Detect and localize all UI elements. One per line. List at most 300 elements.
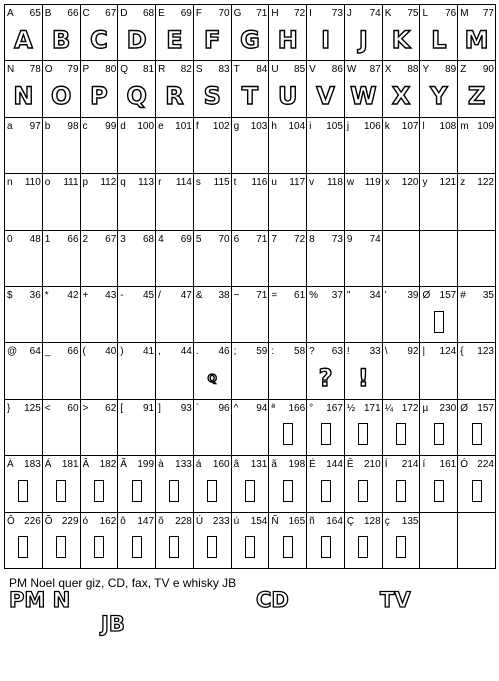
glyph-cell (43, 118, 81, 174)
char-label: A (7, 8, 14, 19)
glyph-cell (420, 400, 458, 456)
glyph-cell (269, 5, 307, 61)
char-code: 48 (29, 233, 41, 245)
glyph-cell (232, 118, 270, 174)
glyph-cell (156, 400, 194, 456)
glyph-cell (458, 118, 496, 174)
glyph-cell (269, 400, 307, 456)
char-code: 100 (137, 120, 155, 132)
glyph-cell (194, 513, 232, 569)
glyph-cell (232, 343, 270, 399)
char-code: 71 (256, 233, 268, 245)
char-code: 113 (138, 177, 155, 189)
char-label: Q (120, 64, 129, 76)
glyph-cell (232, 456, 270, 512)
glyph-cell (232, 231, 270, 287)
glyph-cell (420, 513, 458, 569)
glyph-cell (420, 456, 458, 512)
char-code: 69 (180, 8, 192, 19)
font-glyph: A (14, 25, 33, 54)
char-label: > (82, 402, 89, 414)
char-label: [ (120, 402, 124, 414)
char-code: 86 (331, 64, 343, 76)
glyph-cell (307, 513, 345, 569)
char-label: Í (384, 459, 388, 471)
char-code: 98 (67, 120, 79, 132)
char-label: µ (422, 402, 429, 414)
char-code: 157 (439, 290, 457, 301)
char-code: 123 (477, 346, 494, 358)
glyph-cell (43, 343, 81, 399)
char-label: D (120, 8, 128, 19)
char-label: ^ (233, 402, 239, 414)
char-code: 66 (67, 346, 79, 358)
glyph-cell (118, 456, 156, 512)
char-label: i (309, 120, 312, 132)
char-label: + (82, 290, 89, 301)
char-code: 72 (294, 233, 306, 245)
char-label: I (309, 8, 312, 19)
glyph-cell (420, 287, 458, 343)
glyph-cell (118, 174, 156, 230)
char-label: Ô (7, 515, 15, 527)
font-glyph: Y (430, 82, 448, 111)
char-label: m (460, 120, 469, 132)
char-label: 4 (158, 233, 164, 245)
missing-glyph-box (56, 536, 66, 558)
char-code: 68 (142, 8, 155, 19)
char-code: 144 (326, 459, 343, 471)
font-glyph: Q (126, 82, 147, 111)
glyph-cell (81, 118, 119, 174)
char-label: . (195, 346, 199, 358)
char-label: $ (7, 290, 13, 301)
missing-glyph-box (132, 480, 142, 502)
char-label: : (271, 346, 275, 358)
missing-glyph-box (358, 480, 368, 502)
char-code: 45 (142, 290, 155, 301)
char-code: 72 (294, 8, 306, 19)
char-code: 115 (213, 177, 230, 189)
char-label: Ø (460, 402, 468, 414)
char-code: 79 (67, 64, 79, 76)
char-label: z (460, 177, 466, 189)
char-label: C (82, 8, 90, 19)
char-code: 73 (331, 8, 343, 19)
glyph-cell (118, 513, 156, 569)
glyph-cell (345, 343, 383, 399)
glyph-cell (5, 118, 43, 174)
glyph-cell (5, 61, 43, 117)
char-label: % (309, 290, 319, 301)
char-label: n (7, 177, 13, 189)
char-label: ¼ (384, 402, 394, 414)
font-glyph: Q (207, 371, 217, 385)
char-label: Ã (120, 459, 127, 471)
char-code: 61 (294, 290, 306, 301)
glyph-cell (232, 61, 270, 117)
char-code: 226 (24, 515, 41, 527)
glyph-cell (118, 61, 156, 117)
char-label: ; (233, 346, 237, 358)
font-glyph: P (90, 82, 108, 111)
glyph-cell (232, 287, 270, 343)
char-code: 172 (401, 402, 419, 414)
char-label: < (44, 402, 51, 414)
char-label: t (233, 177, 237, 189)
char-label: M (460, 8, 469, 19)
char-code: 36 (29, 290, 41, 301)
missing-glyph-box (18, 536, 28, 558)
char-code: 166 (288, 402, 306, 414)
missing-glyph-box (94, 536, 104, 558)
glyph-cell (43, 231, 81, 287)
char-label: \ (384, 346, 388, 358)
char-label: ú (233, 515, 240, 527)
char-code: 40 (105, 346, 117, 358)
glyph-cell (307, 5, 345, 61)
glyph-cell (345, 287, 383, 343)
missing-glyph-box (321, 536, 331, 558)
char-code: 109 (477, 120, 494, 132)
char-label: ` (195, 402, 200, 414)
missing-glyph-box (94, 480, 104, 502)
glyph-cell (269, 118, 307, 174)
char-code: 157 (477, 402, 494, 414)
char-label: H (271, 8, 279, 19)
char-code: 33 (369, 346, 381, 358)
char-code: 68 (142, 233, 155, 245)
char-label: } (7, 402, 11, 414)
missing-glyph-box (434, 311, 444, 333)
missing-glyph-box (18, 480, 28, 502)
char-code: 67 (105, 8, 117, 19)
glyph-cell (194, 343, 232, 399)
char-code: 135 (401, 515, 419, 527)
char-label: X (384, 64, 392, 76)
char-label: ) (120, 346, 124, 358)
glyph-cell (345, 513, 383, 569)
glyph-cell (383, 174, 421, 230)
missing-glyph-box (358, 423, 368, 445)
char-code: 128 (364, 515, 381, 527)
glyph-cell (5, 287, 43, 343)
glyph-cell (420, 174, 458, 230)
missing-glyph-box (283, 480, 293, 502)
char-label: É (309, 459, 316, 471)
glyph-cell (458, 174, 496, 230)
char-label: d (120, 120, 126, 132)
char-label: ã (271, 459, 277, 471)
char-label: B (44, 8, 52, 19)
char-code: 96 (218, 402, 230, 414)
glyph-cell (383, 456, 421, 512)
char-code: 81 (142, 64, 155, 76)
char-code: 71 (256, 8, 268, 19)
glyph-cell (307, 61, 345, 117)
font-glyph: L (431, 25, 447, 54)
glyph-cell (156, 61, 194, 117)
char-code: 42 (67, 290, 79, 301)
char-label: o (44, 177, 51, 189)
font-glyph: I (321, 25, 330, 54)
char-code: 181 (61, 459, 79, 471)
missing-glyph-box (207, 536, 217, 558)
glyph-cell (5, 456, 43, 512)
char-code: 165 (288, 515, 306, 527)
glyph-cell (5, 343, 43, 399)
char-label: E (158, 8, 165, 19)
char-label: ( (82, 346, 86, 358)
char-label: á (195, 459, 202, 471)
glyph-cell (194, 61, 232, 117)
glyph-cell (458, 343, 496, 399)
glyph-cell (81, 174, 119, 230)
glyph-cell (345, 400, 383, 456)
glyph-cell (458, 287, 496, 343)
missing-glyph-box (169, 536, 179, 558)
glyph-cell (383, 231, 421, 287)
missing-glyph-box (472, 423, 482, 445)
char-label: u (271, 177, 277, 189)
char-label: 9 (346, 233, 353, 245)
char-code: 118 (326, 177, 343, 189)
char-label: 3 (120, 233, 126, 245)
glyph-cell (420, 5, 458, 61)
char-code: 38 (218, 290, 230, 301)
char-code: 90 (482, 64, 494, 76)
glyph-cell (156, 231, 194, 287)
glyph-cell (269, 61, 307, 117)
sample-glyphs-jb: JB (101, 612, 125, 636)
missing-glyph-box (396, 423, 406, 445)
char-label: G (233, 8, 242, 19)
glyph-cell (307, 118, 345, 174)
glyph-cell (118, 5, 156, 61)
char-label: O (44, 64, 53, 76)
sample-glyphs-tv: TV (380, 588, 411, 612)
char-code: 59 (256, 346, 268, 358)
glyph-cell (43, 287, 81, 343)
char-label: l (422, 120, 425, 132)
glyph-cell (194, 118, 232, 174)
char-label: Â (82, 459, 90, 471)
glyph-cell (383, 343, 421, 399)
char-label: a (7, 120, 13, 132)
char-label: f (195, 120, 199, 132)
char-code: 108 (439, 120, 457, 132)
char-label: p (82, 177, 89, 189)
glyph-cell (458, 400, 496, 456)
glyph-cell (269, 287, 307, 343)
glyph-cell (156, 118, 194, 174)
char-code: 78 (29, 64, 41, 76)
char-code: 119 (364, 177, 381, 189)
glyph-cell (194, 174, 232, 230)
char-label: Ñ (271, 515, 279, 527)
char-label: 6 (233, 233, 240, 245)
font-glyph: H (277, 25, 298, 54)
char-code: 91 (142, 402, 155, 414)
char-label: " (346, 290, 351, 301)
char-code: 82 (180, 64, 192, 76)
char-code: 71 (256, 290, 268, 301)
char-label: ó (82, 515, 89, 527)
glyph-cell (232, 513, 270, 569)
char-code: 73 (331, 233, 343, 245)
char-code: 229 (61, 515, 79, 527)
char-label: N (7, 64, 15, 76)
char-code: 121 (439, 177, 457, 189)
char-code: 67 (105, 233, 117, 245)
glyph-cell (5, 174, 43, 230)
glyph-cell (5, 513, 43, 569)
glyph-cell (383, 513, 421, 569)
char-code: 105 (326, 120, 343, 132)
char-code: 66 (67, 233, 79, 245)
glyph-cell (118, 343, 156, 399)
char-label: - (120, 290, 124, 301)
char-label: 2 (82, 233, 89, 245)
char-label: R (158, 64, 166, 76)
glyph-cell (81, 231, 119, 287)
missing-glyph-box (283, 536, 293, 558)
font-glyph: Z (467, 82, 486, 111)
glyph-cell (43, 174, 81, 230)
font-glyph: N (13, 82, 34, 111)
char-label: ç (384, 515, 390, 527)
char-label: e (158, 120, 164, 132)
char-code: 106 (364, 120, 381, 132)
glyph-cell (383, 400, 421, 456)
sample-rendering (0, 588, 499, 638)
char-label: 7 (271, 233, 277, 245)
char-label: T (233, 64, 240, 76)
glyph-cell (156, 343, 194, 399)
glyph-cell (43, 400, 81, 456)
glyph-cell (269, 343, 307, 399)
glyph-cell (5, 231, 43, 287)
char-label: , (158, 346, 161, 358)
font-glyph: D (126, 25, 147, 54)
char-code: 147 (137, 515, 155, 527)
char-label: W (346, 64, 357, 76)
char-code: 101 (175, 120, 192, 132)
missing-glyph-box (472, 480, 482, 502)
char-code: 69 (180, 233, 192, 245)
glyph-cell (383, 5, 421, 61)
char-code: 83 (218, 64, 230, 76)
char-label: P (82, 64, 90, 76)
glyph-cell (269, 174, 307, 230)
char-code: 112 (100, 177, 117, 189)
char-code: 111 (63, 177, 79, 189)
char-code: 224 (477, 459, 494, 471)
char-label: U (271, 64, 279, 76)
char-label: â (233, 459, 240, 471)
glyph-cell (383, 287, 421, 343)
char-label: ½ (346, 402, 356, 414)
char-code: 167 (326, 402, 343, 414)
char-label: ô (120, 515, 126, 527)
glyph-cell (307, 287, 345, 343)
char-code: 88 (407, 64, 419, 76)
glyph-cell (43, 513, 81, 569)
char-code: 89 (445, 64, 457, 76)
font-glyph: J (358, 25, 368, 54)
char-label: r (158, 177, 162, 189)
glyph-cell (269, 231, 307, 287)
char-code: 41 (142, 346, 155, 358)
char-code: 74 (369, 233, 381, 245)
char-label: ~ (233, 290, 240, 301)
char-label: w (346, 177, 355, 189)
char-code: 58 (294, 346, 306, 358)
glyph-cell (81, 400, 119, 456)
glyph-cell (420, 231, 458, 287)
char-code: 116 (251, 177, 268, 189)
glyph-cell (118, 231, 156, 287)
missing-glyph-box (207, 480, 217, 502)
char-code: 94 (256, 402, 268, 414)
glyph-cell (194, 287, 232, 343)
char-label: À (7, 459, 14, 471)
char-code: 85 (294, 64, 306, 76)
char-code: 46 (218, 346, 230, 358)
char-label: ñ (309, 515, 315, 527)
character-map-grid (4, 4, 496, 569)
char-label: Á (44, 459, 52, 471)
char-code: 63 (331, 346, 343, 358)
char-label: h (271, 120, 277, 132)
glyph-cell (458, 513, 496, 569)
char-label: F (195, 8, 202, 19)
font-glyph: V (316, 82, 335, 111)
char-code: 122 (477, 177, 494, 189)
missing-glyph-box (321, 423, 331, 445)
char-code: 60 (67, 402, 79, 414)
missing-glyph-box (434, 480, 444, 502)
glyph-cell (81, 456, 119, 512)
char-code: 110 (24, 177, 41, 189)
char-label: 0 (7, 233, 13, 245)
glyph-cell (5, 5, 43, 61)
char-label: Ç (346, 515, 355, 527)
char-code: 133 (175, 459, 192, 471)
missing-glyph-box (434, 423, 444, 445)
char-code: 103 (250, 120, 268, 132)
char-label: Õ (44, 515, 53, 527)
char-code: 80 (105, 64, 117, 76)
char-label: & (195, 290, 203, 301)
glyph-cell (458, 231, 496, 287)
glyph-cell (307, 174, 345, 230)
glyph-cell (43, 5, 81, 61)
glyph-cell (118, 400, 156, 456)
char-code: 230 (439, 402, 457, 414)
font-glyph: F (204, 25, 221, 54)
char-label: # (460, 290, 466, 301)
char-code: 35 (482, 290, 494, 301)
glyph-cell (345, 231, 383, 287)
char-label: * (44, 290, 49, 301)
char-label: õ (158, 515, 164, 527)
char-label: = (271, 290, 278, 301)
char-code: 198 (288, 459, 306, 471)
char-label: { (460, 346, 464, 358)
char-code: 199 (137, 459, 155, 471)
char-code: 70 (218, 233, 230, 245)
